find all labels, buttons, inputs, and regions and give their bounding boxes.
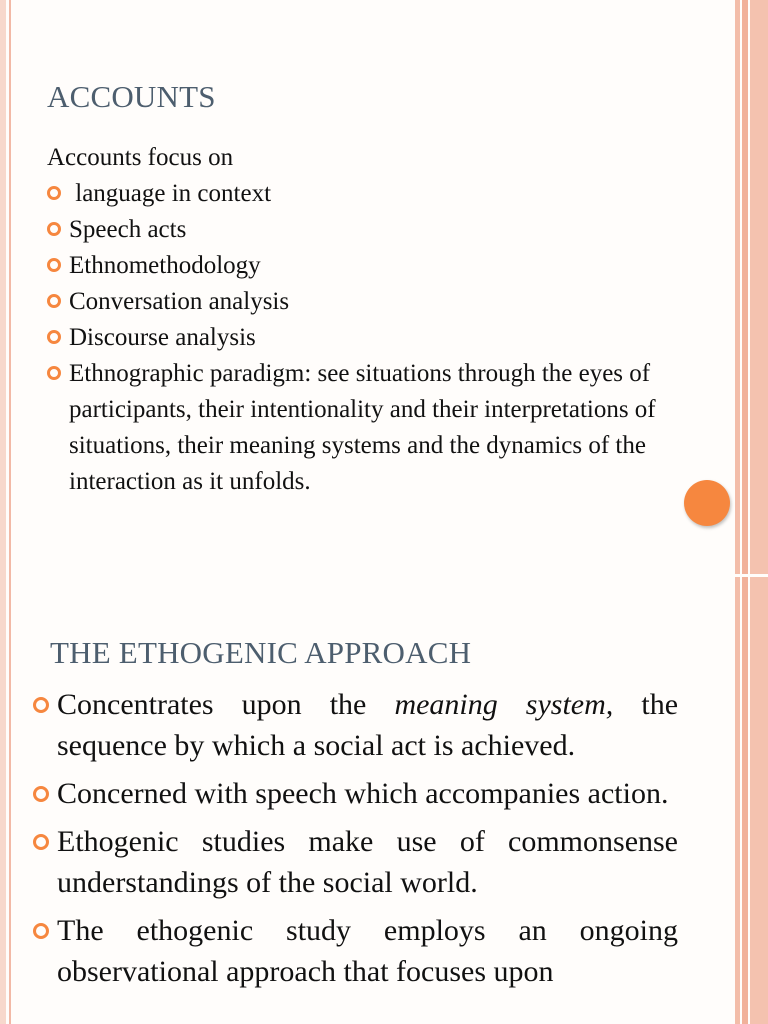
list-item (33, 910, 678, 992)
item-text: The ethogenic study employs an ongoing observational approach that focuses upon (57, 914, 678, 988)
right-border-bar (750, 0, 768, 1024)
list-item (33, 773, 678, 814)
left-border-band (0, 0, 6, 1024)
item-text: Concerned with speech which accompanies action. (57, 777, 669, 810)
intro-text: Accounts focus on (47, 144, 234, 171)
slide-divider (735, 574, 768, 577)
list-item: Ethnomethodology (47, 248, 667, 284)
ethogenic-list (33, 684, 678, 999)
list-item: Discourse analysis (47, 320, 667, 356)
ring-bullet-icon (33, 923, 49, 939)
ring-bullet-icon (33, 834, 49, 850)
list-item: language in context (47, 176, 667, 212)
list-item (33, 684, 678, 766)
right-border-bar (742, 0, 748, 1024)
list-item: Conversation analysis (47, 284, 667, 320)
item-text: Concentrates upon the (57, 688, 395, 721)
orange-circle-icon (684, 480, 730, 526)
slide-title-accounts: ACCOUNTS (47, 79, 216, 114)
list-item (33, 821, 678, 903)
list-item: Speech acts (47, 212, 667, 248)
ring-bullet-icon (47, 294, 61, 308)
ring-bullet-icon (33, 786, 49, 802)
ring-bullet-icon (47, 330, 61, 344)
item-text: the sequence by which a social act is achieved. (57, 688, 679, 762)
ring-bullet-icon (47, 258, 61, 272)
ring-bullet-icon (47, 366, 61, 380)
right-border-bar (735, 0, 740, 1024)
item-text: Ethogenic studies make use of commonsense understandings of the social world. (57, 825, 678, 899)
ring-bullet-icon (33, 697, 49, 713)
ring-bullet-icon (47, 186, 61, 200)
ring-bullet-icon (47, 222, 61, 236)
left-border-line (9, 0, 11, 1024)
slide-title-ethogenic: THE ETHOGENIC APPROACH (50, 635, 472, 670)
emphasized-text: meaning system, (394, 688, 614, 721)
accounts-list (47, 176, 667, 500)
list-item: Ethnographic paradigm: see situations through the eyes of participants, their intentionality and their interpretations of situations, their meaning systems and the dynamics of the interaction as it unfolds. (47, 356, 667, 500)
